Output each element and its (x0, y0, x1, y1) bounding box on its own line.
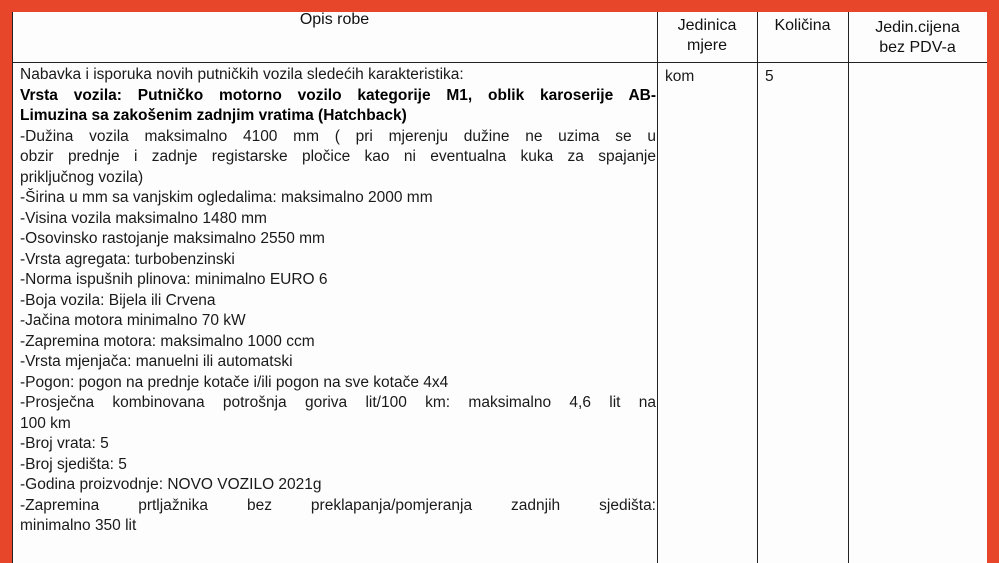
header-price-line2: bez PDV-a (879, 39, 956, 56)
description-line: -Dužina vozila maksimalno 4100 mm ( pri mjerenju dužine ne uzima se u (20, 127, 656, 145)
description-line: Limuzina sa zakošenim zadnjim vratima (Hatchback) (20, 107, 407, 124)
description-line: -Godina proizvodnje: NOVO VOZILO 2021g (20, 476, 322, 493)
description-line: minimalno 350 lit (20, 517, 137, 534)
description-line: -Vrsta agregata: turbobenzinski (20, 250, 235, 268)
header-unit-line2: mjere (686, 37, 727, 54)
header-price-line1: Jedin.cijena (875, 19, 960, 36)
description-line: priključnog vozila) (20, 168, 144, 186)
header-unit (657, 16, 757, 56)
description-line: -Vrsta mjenjača: manuelni ili automatski (20, 353, 293, 370)
description-line: Nabavka i isporuka novih putničkih vozila sledećih karakteristika: (20, 66, 464, 83)
description-line: -Visina vozila maksimalno 1480 mm (20, 209, 267, 227)
description-line: -Zapremina motora: maksimalno 1000 ccm (20, 332, 315, 350)
description-line: -Jačina motora minimalno 70 kW (20, 312, 246, 329)
description-line: Vrsta vozila: Putničko motorno vozilo kategorije M1, oblik karoserije AB- (20, 86, 656, 104)
description-line: -Boja vozila: Bijela ili Crvena (20, 291, 216, 309)
description-line: -Širina u mm sa vanjskim ogledalima: maksimalno 2000 mm (20, 189, 433, 206)
description-line: -Osovinsko rastojanje maksimalno 2550 mm (20, 230, 325, 247)
header-unit-line1: Jedinica (677, 17, 737, 34)
description-line: -Broj vrata: 5 (20, 435, 109, 452)
column-divider-1 (657, 12, 658, 563)
description-line: -Norma ispušnih plinova: minimalno EURO 6 (20, 271, 328, 288)
description-line: obzir prednje i zadnje registarske pločice kao ni eventualna kuka za spajanje (20, 148, 656, 165)
document-scan (12, 12, 987, 563)
item-description (20, 65, 656, 537)
header-quantity: Količina (774, 17, 831, 34)
unit-value: kom (665, 68, 695, 85)
description-line: -Pogon: pogon na prednje kotače i/ili pogon na sve kotače 4x4 (20, 373, 449, 391)
table-border-left (12, 12, 13, 563)
header-unit-price (848, 18, 987, 58)
description-line: -Zapremina prtljažnika bez preklapanja/pomjeranja zadnjih sjedišta: (20, 496, 656, 514)
quantity-value: 5 (765, 68, 774, 85)
description-line: 100 km (20, 414, 71, 432)
description-line: -Prosječna kombinovana potrošnja goriva lit/100 km: maksimalno 4,6 lit na (20, 394, 656, 411)
header-row-divider (12, 62, 987, 63)
header-description: Opis robe (299, 12, 370, 28)
column-divider-2 (757, 12, 758, 563)
description-line: -Broj sjedišta: 5 (20, 455, 127, 473)
column-divider-3 (848, 12, 849, 563)
